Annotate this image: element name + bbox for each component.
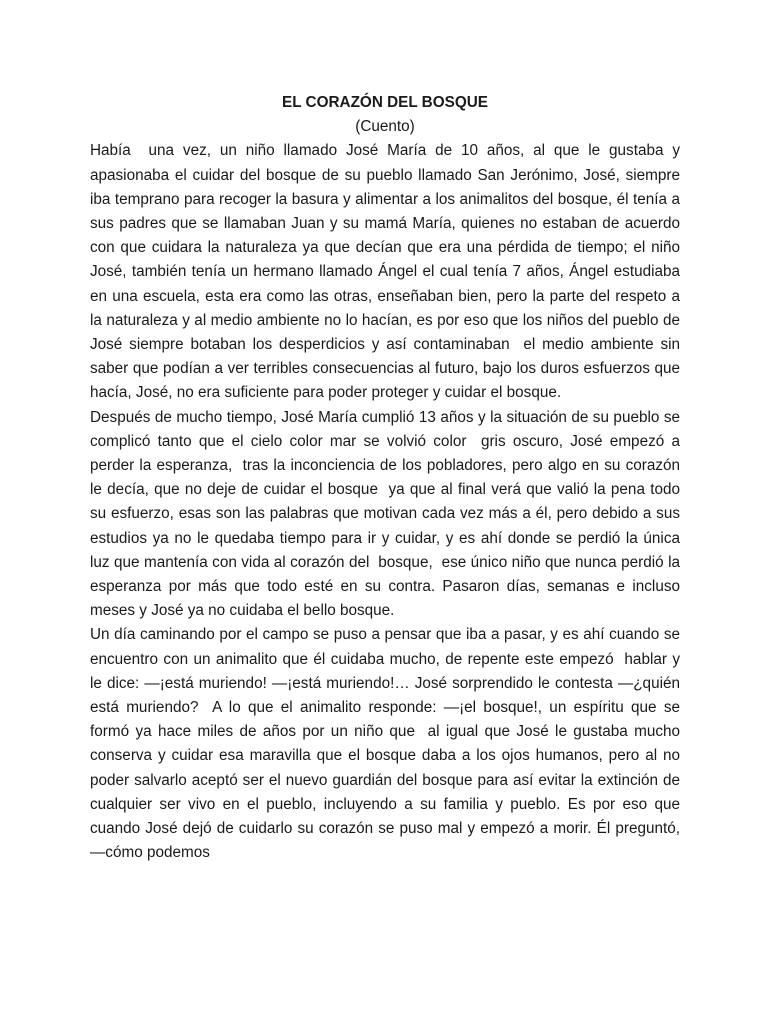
paragraph-1: Había una vez, un niño llamado José María de 10 años, al que le gustaba y apasionaba el cuidar del bosque de su pueblo llamado San Jerónimo, José, siempre iba temprano para recoger la basura y alimentar a los animalitos del bosque, él tenía a sus padres que se llamaban Juan y su mamá María, quienes no estaban de acuerdo con que cuidara la naturaleza ya que decían que era una pérdida de tiempo; el niño José, también tenía un hermano llamado Ángel el cual tenía 7 años, Ángel estudiaba en una escuela, esta era como las otras, enseñaban bien, pero la parte del respeto a la naturaleza y al medio ambiente no lo hacían, es por eso que los niños del pueblo de José siempre botaban los desperdicios y así contaminaban el medio ambiente sin saber que podían a ver terribles consecuencias al futuro, bajo los duros esfuerzos que hacía, José, no era suficiente para poder proteger y cuidar el bosque. — [90, 142, 685, 402]
document-page — [90, 91, 685, 866]
paragraph-2: Después de mucho tiempo, José María cumplió 13 años y la situación de su pueblo se complicó tanto que el cielo color mar se volvió color gris oscuro, José empezó a perder la esperanza, tras la inconciencia de los pobladores, pero algo en su corazón le decía, que no deje de cuidar el bosque ya que al final verá que valió la pena todo su esfuerzo, esas son las palabras que motivan cada vez más a él, pero debido a sus estudios ya no le quedaba tiempo para ir y cuidar, y es ahí donde se perdió la única luz que mantenía con vida al corazón del bosque, ese único niño que nunca perdió la esperanza por más que todo esté en su contra. Pasaron días, semanas e incluso meses y José ya no cuidaba el bello bosque. — [90, 408, 685, 620]
document-subtitle: (Cuento) — [355, 118, 415, 136]
paragraph-3: Un día caminando por el campo se puso a pensar que iba a pasar, y es ahí cuando se encuentro con un animalito que él cuidaba mucho, de repente este empezó hablar y le dice: —¡está muriendo! —¡está muriendo!… José sorprendido le contesta —¿quién está muriendo? A lo que el animalito responde: —¡el bosque!, un espíritu que se formó ya hace miles de años por un niño que al igual que José le gustaba mucho conserva y cuidar esa maravilla que el bosque daba a los ojos humanos, pero al no poder salvarlo aceptó ser el nuevo guardián del bosque para así evitar la extinción de cualquier ser vivo en el pueblo, incluyendo a su familia y pueblo. Es por eso que cuando José dejó de cuidarlo su corazón se puso mal y empezó a morir. Él preguntó, —cómo podemos — [90, 626, 685, 862]
document-title: EL CORAZÓN DEL BOSQUE — [282, 94, 488, 111]
